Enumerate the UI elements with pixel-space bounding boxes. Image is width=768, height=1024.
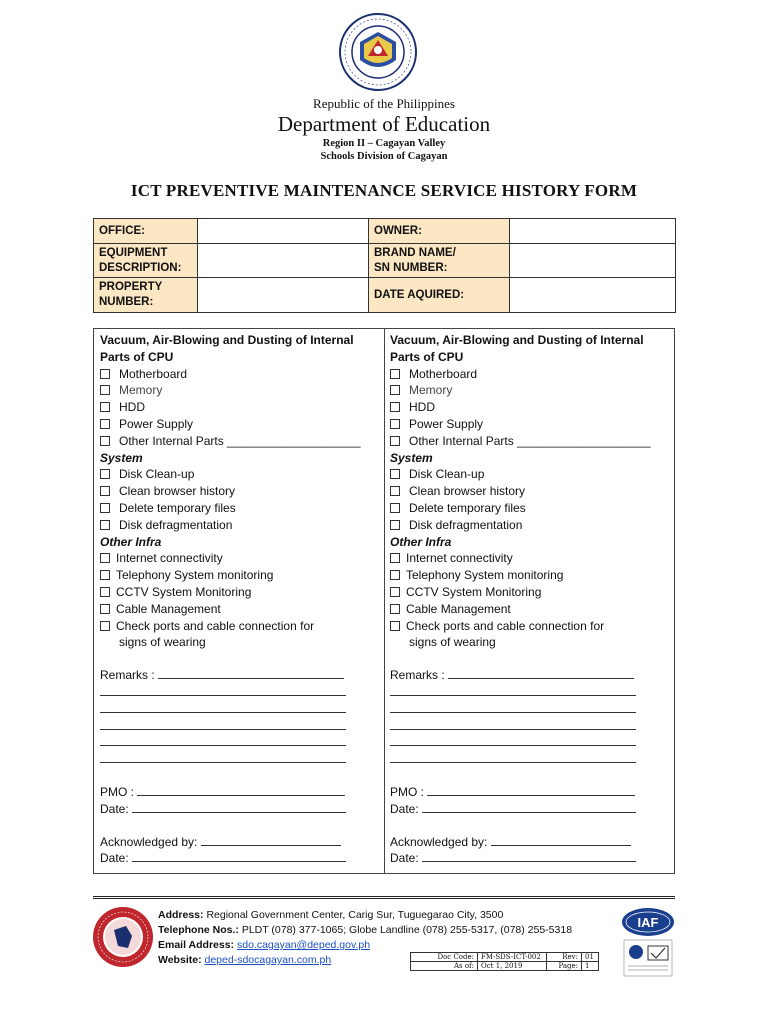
document-control-table	[410, 952, 599, 971]
checklist-item[interactable]: Disk defragmentation	[390, 517, 675, 534]
doc-code-value: FM-SDS-ICT-002	[478, 953, 547, 962]
checklist-item[interactable]: HDD	[390, 399, 675, 416]
checklist-item[interactable]: HDD	[100, 399, 385, 416]
checkbox[interactable]	[100, 621, 110, 631]
telephone-line: Telephone Nos.: PLDT (078) 377-1065; Globe Landline (078) 255-5317, (078) 255-5318	[158, 924, 573, 936]
office-field[interactable]	[198, 219, 369, 244]
checkbox[interactable]	[100, 520, 110, 530]
checklist-item[interactable]: Memory	[100, 382, 385, 399]
acknowledged-by-line[interactable]: Acknowledged by:	[390, 834, 675, 851]
checkbox[interactable]	[100, 419, 110, 429]
other-infra-section-title: Other Infra	[100, 534, 162, 549]
footer-rule	[93, 896, 675, 897]
equipment-description-field[interactable]	[198, 244, 369, 278]
checkbox[interactable]	[100, 587, 110, 597]
remarks-blank-line[interactable]	[100, 751, 385, 768]
remarks-blank-line[interactable]	[390, 684, 675, 701]
system-section-title: System	[390, 450, 433, 465]
date-line[interactable]: Date:	[100, 850, 385, 867]
checkbox[interactable]	[390, 503, 400, 513]
brand-sn-field[interactable]	[510, 244, 676, 278]
region-heading: Region II – Cagayan Valley	[322, 138, 446, 149]
checklist-item[interactable]: Check ports and cable connection for	[100, 618, 385, 635]
remarks-blank-line[interactable]	[100, 684, 385, 701]
checklist-item-continuation: signs of wearing	[409, 635, 496, 650]
checkbox[interactable]	[100, 553, 110, 563]
system-section-title: System	[100, 450, 143, 465]
date-acquired-field[interactable]	[510, 278, 676, 313]
checkbox[interactable]	[390, 402, 400, 412]
checklist-item[interactable]: Delete temporary files	[100, 500, 385, 517]
republic-heading: Republic of the Philippines	[313, 96, 455, 111]
date-line[interactable]: Date:	[390, 801, 675, 818]
checkbox[interactable]	[100, 469, 110, 479]
checklist-item[interactable]: Disk defragmentation	[100, 517, 385, 534]
property-number-field[interactable]	[198, 278, 369, 313]
iaf-text: IAF	[637, 915, 659, 930]
checklist-item[interactable]: Disk Clean-up	[100, 466, 385, 483]
checklist-item[interactable]: Motherboard	[100, 366, 385, 383]
remarks-blank-line[interactable]	[390, 718, 675, 735]
division-heading: Schools Division of Cagayan	[320, 151, 448, 162]
checkbox[interactable]	[100, 570, 110, 580]
checkbox[interactable]	[100, 486, 110, 496]
email-line: Email Address: sdo.cagayan@deped.gov.ph	[158, 939, 371, 951]
checklist-item[interactable]: Cable Management	[390, 601, 675, 618]
rev-label: Rev:	[547, 953, 582, 962]
footer-rule	[93, 898, 675, 899]
checklist-column-right	[390, 332, 675, 867]
checklist-item[interactable]: Internet connectivity	[100, 550, 385, 567]
checklist-item[interactable]: Power Supply	[390, 416, 675, 433]
checklist-item[interactable]: Check ports and cable connection for	[390, 618, 675, 635]
checklist-item[interactable]: Clean browser history	[100, 483, 385, 500]
checkbox[interactable]	[390, 587, 400, 597]
checkbox[interactable]	[100, 604, 110, 614]
checklist-column-left	[100, 332, 385, 867]
checkbox[interactable]	[100, 385, 110, 395]
rev-value: 01	[582, 953, 599, 962]
remarks-blank-line[interactable]	[100, 718, 385, 735]
checklist-item[interactable]: Disk Clean-up	[390, 466, 675, 483]
owner-label: OWNER:	[369, 219, 510, 244]
property-number-label: PROPERTY NUMBER:	[94, 278, 198, 313]
address-line: Address: Regional Government Center, Carig Sur, Tuguegarao City, 3500	[158, 909, 504, 921]
page-value: 1	[582, 962, 599, 971]
checklist-item[interactable]: Other Internal Parts ____________________	[100, 433, 385, 450]
maintenance-checklist-panel	[93, 328, 675, 874]
remarks-line[interactable]: Remarks :	[100, 667, 385, 684]
checkbox[interactable]	[100, 436, 110, 446]
iaf-certification-logo	[620, 906, 676, 980]
remarks-line[interactable]: Remarks :	[390, 667, 675, 684]
checklist-item-continuation: signs of wearing	[119, 635, 206, 650]
checklist-item[interactable]: CCTV System Monitoring	[100, 584, 385, 601]
checkbox[interactable]	[100, 503, 110, 513]
date-acquired-label: DATE AQUIRED:	[369, 278, 510, 313]
department-heading: Department of Education	[277, 112, 491, 136]
checkbox[interactable]	[390, 621, 400, 631]
checklist-item[interactable]: Telephony System monitoring	[390, 567, 675, 584]
equipment-description-label: EQUIPMENT DESCRIPTION:	[94, 244, 198, 278]
checklist-item[interactable]: Telephony System monitoring	[100, 567, 385, 584]
remarks-blank-line[interactable]	[100, 734, 385, 751]
remarks-blank-line[interactable]	[390, 734, 675, 751]
checkbox[interactable]	[390, 604, 400, 614]
checkbox[interactable]	[390, 553, 400, 563]
email-link[interactable]: sdo.cagayan@deped.gov.ph	[236, 939, 371, 951]
checklist-item[interactable]: Motherboard	[390, 366, 675, 383]
pmo-line[interactable]: PMO :	[390, 784, 675, 801]
office-label: OFFICE:	[94, 219, 198, 244]
asof-label: As of:	[411, 962, 478, 971]
checkbox[interactable]	[390, 436, 400, 446]
form-title: ICT PREVENTIVE MAINTENANCE SERVICE HISTORY FORM	[130, 181, 638, 200]
checkbox[interactable]	[390, 570, 400, 580]
checklist-item[interactable]: Other Internal Parts ____________________	[390, 433, 675, 450]
remarks-blank-line[interactable]	[100, 701, 385, 718]
checkbox[interactable]	[390, 385, 400, 395]
checklist-item[interactable]: Memory	[390, 382, 675, 399]
website-line: Website: deped-sdocagayan.com.ph	[158, 954, 332, 966]
checkbox[interactable]	[390, 469, 400, 479]
brand-sn-label: BRAND NAME/ SN NUMBER:	[369, 244, 510, 278]
checkbox[interactable]	[390, 486, 400, 496]
cpu-section-title: Vacuum, Air-Blowing and Dusting of Internal Parts of CPU	[100, 333, 354, 364]
checkbox[interactable]	[100, 369, 110, 379]
date-line[interactable]: Date:	[100, 801, 385, 818]
acknowledged-by-line[interactable]: Acknowledged by:	[100, 834, 385, 851]
doc-code-label: Doc Code:	[411, 953, 478, 962]
other-infra-section-title: Other Infra	[390, 534, 452, 549]
pmo-line[interactable]: PMO :	[100, 784, 385, 801]
checklist-item[interactable]: Internet connectivity	[390, 550, 675, 567]
remarks-blank-line[interactable]	[390, 751, 675, 768]
checkbox[interactable]	[390, 369, 400, 379]
checklist-item[interactable]: Cable Management	[100, 601, 385, 618]
owner-field[interactable]	[510, 219, 676, 244]
checkbox[interactable]	[100, 402, 110, 412]
sdo-cagayan-logo	[92, 906, 154, 968]
checkbox[interactable]	[390, 419, 400, 429]
asof-value: Oct 1, 2019	[478, 962, 547, 971]
checkbox[interactable]	[390, 520, 400, 530]
checklist-item[interactable]: Delete temporary files	[390, 500, 675, 517]
cpu-section-title: Vacuum, Air-Blowing and Dusting of Internal Parts of CPU	[390, 333, 644, 364]
remarks-blank-line[interactable]	[390, 701, 675, 718]
checklist-item[interactable]: Clean browser history	[390, 483, 675, 500]
date-line[interactable]: Date:	[390, 850, 675, 867]
website-link[interactable]: deped-sdocagayan.com.ph	[204, 954, 332, 966]
deped-seal-logo	[338, 12, 418, 92]
checklist-item[interactable]: CCTV System Monitoring	[390, 584, 675, 601]
checklist-item[interactable]: Power Supply	[100, 416, 385, 433]
equipment-info-table	[93, 218, 676, 313]
page-label: Page:	[547, 962, 582, 971]
